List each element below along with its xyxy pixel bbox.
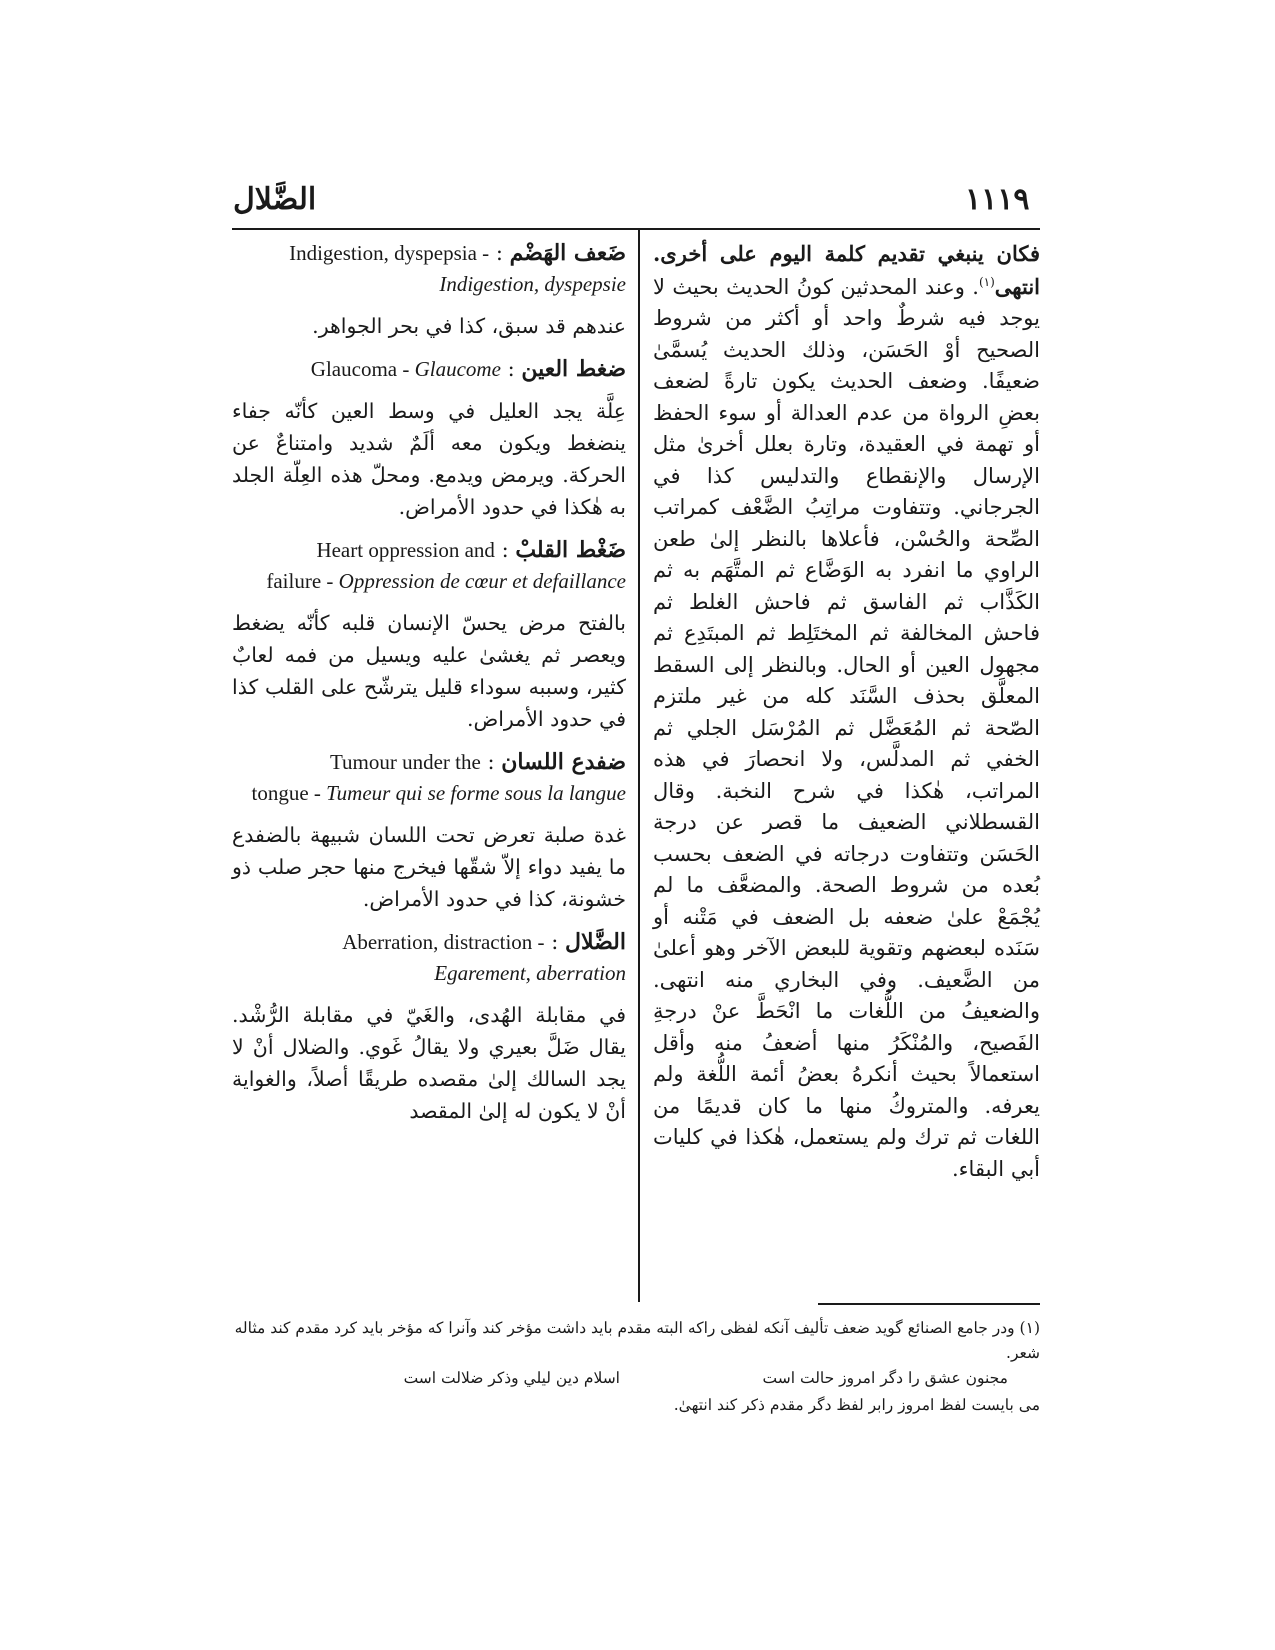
entry-french: Tumeur qui se forme sous la langue: [326, 781, 626, 805]
entry-french-line: [232, 269, 626, 300]
entry-heading: الضَّلال : Aberration, distraction -: [342, 929, 626, 955]
dictionary-entry: [232, 535, 626, 735]
entry-french: Glaucome: [414, 357, 501, 381]
verse-hemistich-2: اسلام دين ليلي وذكر ضلالت است: [403, 1369, 620, 1387]
entry-english: Indigestion, dyspepsia -: [289, 241, 490, 265]
entry-term: ضَعف الهَضْم: [509, 240, 626, 266]
right-column: [653, 238, 1040, 1185]
entry-body: عندهم قد سبق، كذا في بحر الجواهر.: [312, 314, 626, 338]
paragraph-text: . وعند المحدثين كونُ الحديث بحيث لا يوجد فيه شرطٌ واحد أو أكثر من شروط الصحيح أوْ الحَسَن، وذلك الحديث يُسمَّىٰ ضعيفًا. وضعف الحديث يكون تارةً لضعف بعضِ الرواة من عدم العدالة أو سوء الحفظ أو تهمة في العقيدة، وتارة بعلل أخرىٰ مثل الإرسال والإنقطاع والتدليس كذا في الجرجاني. وتتفاوت مراتِبُ الضَّعْف كمراتب الصِّحة والحُسْن، فأعلاها بالنظر إلىٰ طعن الراوي ما انفرد به الوَضَّاع ثم المتَّهَم به ثم الكَذَّاب ثم الفاسق ثم فاحش الغلط ثم فاحش المخالفة ثم المختَلِط ثم المبتَدِع ثم مجهول العين أو الحال. وبالنظر إلى السقط المعلَّق بحذف السَّنَد كله من غير ملتزم الصّحة ثم المُعَضَّل ثم المُرْسَل الجلي ثم الخفي ثم المدلَّس، ولا انحصارَ في هذه المراتب، هٰكذا في شرح النخبة. وقال القسطلاني الضعيف ما قصر عن درجة الحَسَن وتتفاوت درجاته في الضعف بحسب بُعده من شروط الصحة. والمضعَّف ما لم يُجْمَعْ علىٰ ضعفه بل الضعف في مَتْنه أو سَنَده لبعضهم وتقوية للبعض الآخر وهو أعلىٰ من الضَّعيف. وفي البخاري منه انتهى. والضعيفُ من اللُّغات ما انْحَطَّ عنْ درجةِ الفَصيح، والمُنْكَرُ منها أضعفُ منه وأقل استعمالاً بحيث أنكرهُ بعضُ أئمة اللُّغة ولم يعرفه. والمتروكُ منها ما كان قديمًا من اللغات ثم ترك ولم يستعمل، هٰكذا في كليات أبي البقاء.: [653, 274, 1040, 1181]
running-head-title: الضَّلال: [233, 182, 317, 217]
entry-term: الضَّلال: [564, 929, 626, 955]
entry-french: Egarement, aberration: [434, 961, 626, 985]
footnote-line: (١) ودر جامع الصنائع گويد ضعف تأليف آنكه لفظى راكه البته مقدم بايد داشت مؤخر كند وآنرا كه مؤخر بايد كرد مقدم كند مثاله شعر.: [234, 1319, 1040, 1362]
entry-english: Heart oppression and: [316, 538, 495, 562]
dictionary-entry: [232, 747, 626, 915]
dictionary-entry: [232, 238, 626, 342]
entry-heading: ضَغْط القلبْ : Heart oppression and: [316, 537, 626, 563]
entry-heading: ضفدع اللسان : Tumour under the: [329, 749, 626, 775]
entry-heading: ضغط العين : Glaucoma - Glaucome: [310, 356, 626, 382]
entry-body: في مقابلة الهُدى، والغَيّ في مقابلة الرُّشْد. يقال ضَلَّ بعيري ولا يقالُ غَوي. والضلال أنْ لا يجد السالك إلىٰ مقصده طريقًا أصلاً، والغواية أنْ لا يكون له إلىٰ المقصد: [232, 1003, 626, 1123]
entry-body: غدة صلبة تعرض تحت اللسان شبيهة بالضفدع ما يفيد دواء إلاّ شقّها فيخرج منها حجر صلب ذو خشونة، كذا في حدود الأمراض.: [232, 823, 626, 911]
footnote: [232, 1316, 1040, 1418]
page-number: ١١١٩: [965, 182, 1030, 217]
left-column: [232, 238, 626, 1139]
footnote-verse: [232, 1366, 1040, 1393]
column-divider: [638, 230, 640, 1302]
entry-english: Tumour under the: [329, 750, 481, 774]
entry-body: عِلَّة يجد العليل في وسط العين كأنّه جفاء ينضغط ويكون معه ألَمٌ شديد وامتناعٌ عن الحركة. ويرمض ويدمع. ومحلّ هذه العِلّة الجلد به هٰكذا في حدود الأمراض.: [232, 399, 626, 519]
footnote-marker: (١): [978, 274, 995, 289]
entry-english-continued: tongue -: [251, 781, 321, 805]
header-rule: [232, 228, 1040, 230]
entry-english: Aberration, distraction -: [342, 930, 545, 954]
verse-hemistich-1: مجنون عشق را دگر امروز حالت است: [762, 1369, 1008, 1387]
entry-french: Indigestion, dyspepsie: [439, 272, 626, 296]
entry-term: ضغط العين: [521, 356, 626, 382]
entry-french-line: [232, 566, 626, 597]
entry-english-and-french: [311, 357, 501, 381]
entry-body: بالفتح مرض يحسّ الإنسان قلبه كأنّه يضغط ويعصر ثم يغشىٰ عليه ويسيل من فمه لعابٌ كثير، وسببه سوداء قليل يترشّح على القلب كذا في حدود الأمراض.: [232, 611, 626, 731]
entry-term: ضَغْط القلبْ: [515, 537, 626, 563]
entry-english: Glaucoma -: [310, 357, 410, 381]
entry-term: ضفدع اللسان: [501, 749, 626, 775]
footnote-rule: [818, 1303, 1040, 1305]
entry-heading: ضَعف الهَضْم : Indigestion, dyspepsia -: [289, 240, 626, 266]
lead-text: فكان ينبغي تقديم كلمة اليوم على أخرى. انتهى: [653, 241, 1040, 299]
right-column-paragraph: [653, 238, 1040, 1185]
dictionary-entry: [232, 927, 626, 1127]
entry-french-line: [232, 778, 626, 809]
entry-english-continued: failure -: [266, 569, 334, 593]
dictionary-entry: [232, 354, 626, 523]
footnote-line: مى بايست لفظ امروز رابر لفظ دگر مقدم ذكر كند انتهىٰ.: [673, 1396, 1040, 1414]
entry-french: Oppression de cœur et defaillance: [338, 569, 626, 593]
entry-french-line: [232, 958, 626, 989]
